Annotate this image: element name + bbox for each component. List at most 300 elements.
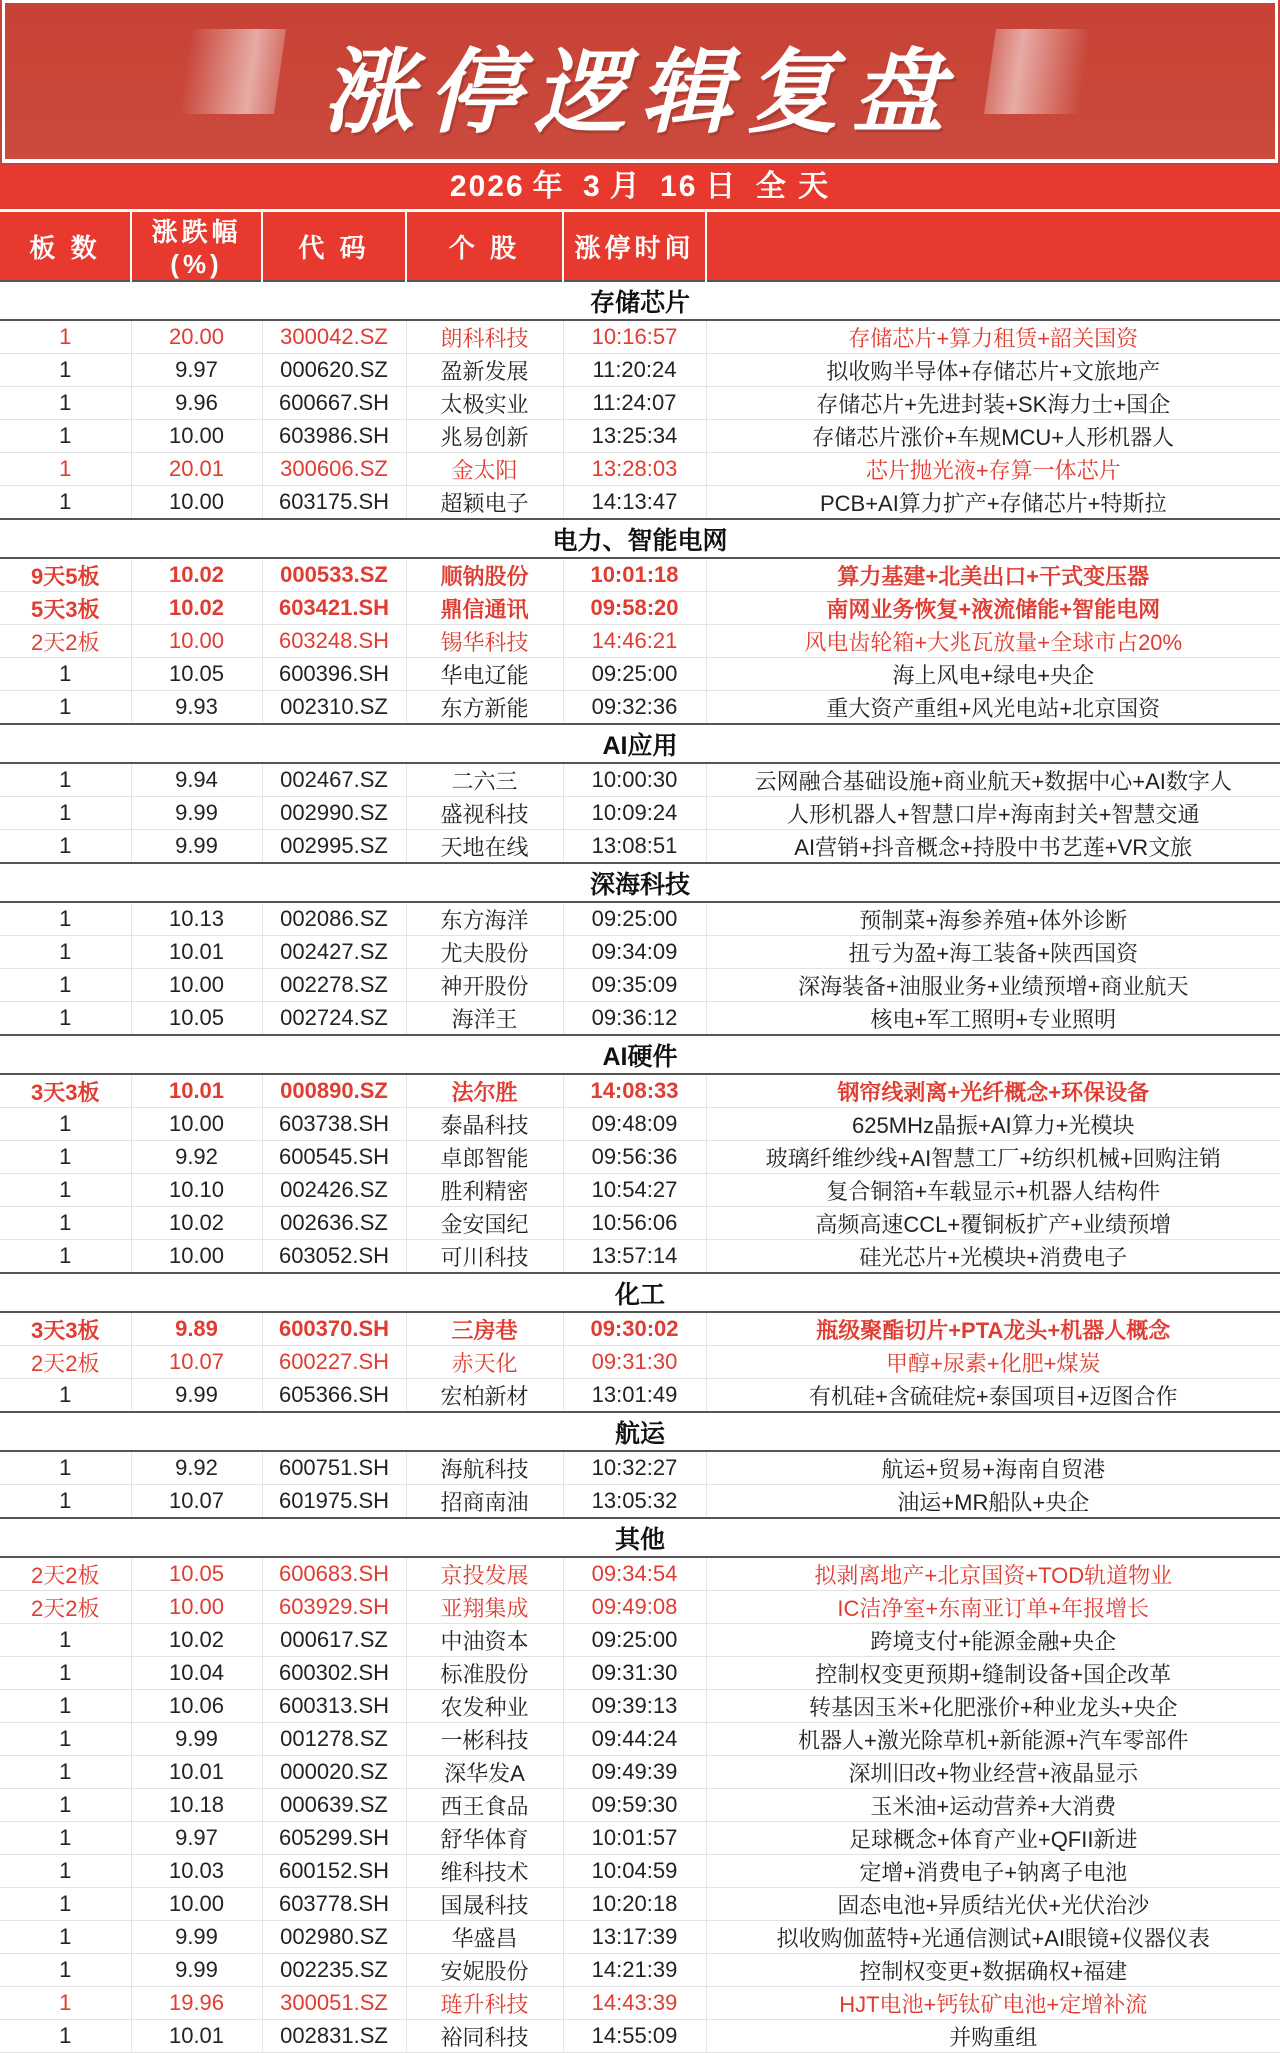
limit-up-time-cell: 09:49:39	[563, 1756, 706, 1789]
concept-cell: 人形机器人+智慧口岸+海南封关+智慧交通	[706, 797, 1280, 830]
limit-up-time-cell: 10:01:18	[563, 558, 706, 592]
stock-code-cell: 000620.SZ	[262, 354, 406, 387]
limit-up-time-cell: 14:08:33	[563, 1074, 706, 1108]
board-count-cell: 1	[0, 1141, 131, 1174]
limit-up-time-cell: 14:46:21	[563, 625, 706, 658]
limit-up-time-cell: 09:31:30	[563, 1346, 706, 1379]
concept-cell: 存储芯片+算力租赁+韶关国资	[706, 320, 1280, 354]
stock-code-cell: 605299.SH	[262, 1822, 406, 1855]
limit-up-time-cell: 09:35:09	[563, 969, 706, 1002]
stock-code-cell: 002831.SZ	[262, 2020, 406, 2053]
change-pct-cell: 9.99	[131, 830, 262, 864]
stock-name-cell: 胜利精密	[406, 1174, 563, 1207]
board-count-cell: 1	[0, 1485, 131, 1519]
stock-name-cell: 招商南油	[406, 1485, 563, 1519]
change-pct-cell: 9.92	[131, 1141, 262, 1174]
stock-code-cell: 000533.SZ	[262, 558, 406, 592]
stock-name-cell: 海航科技	[406, 1451, 563, 1485]
change-pct-cell: 9.99	[131, 1379, 262, 1413]
board-count-cell: 1	[0, 1723, 131, 1756]
change-pct-cell: 9.94	[131, 763, 262, 797]
stock-name-cell: 亚翔集成	[406, 1591, 563, 1624]
board-count-cell: 2天2板	[0, 1591, 131, 1624]
limit-up-time-cell: 10:00:30	[563, 763, 706, 797]
page-title: 涨停逻辑复盘	[321, 42, 958, 144]
change-pct-cell: 9.92	[131, 1451, 262, 1485]
date-period: 全 天	[755, 170, 831, 203]
concept-cell: 海上风电+绿电+央企	[706, 658, 1280, 691]
section-header-row	[0, 1273, 1280, 1312]
date-month-unit: 月	[609, 170, 642, 203]
section-header-row	[0, 519, 1280, 558]
change-pct-cell: 10.02	[131, 592, 262, 625]
change-pct-cell: 10.01	[131, 936, 262, 969]
stock-name-cell: 赤天化	[406, 1346, 563, 1379]
table-row	[0, 1485, 1280, 1519]
stock-name-cell: 宏柏新材	[406, 1379, 563, 1413]
change-pct-cell: 10.01	[131, 2020, 262, 2053]
table-row	[0, 658, 1280, 691]
stock-code-cell: 600751.SH	[262, 1451, 406, 1485]
stock-name-cell: 法尔胜	[406, 1074, 563, 1108]
board-count-cell: 1	[0, 1379, 131, 1413]
table-row	[0, 1174, 1280, 1207]
concept-cell: 预制菜+海参养殖+体外诊断	[706, 902, 1280, 936]
concept-cell: 拟收购伽蓝特+光通信测试+AI眼镜+仪器仪表	[706, 1921, 1280, 1954]
board-count-cell: 1	[0, 1921, 131, 1954]
limit-up-time-cell: 09:25:00	[563, 658, 706, 691]
board-count-cell: 5天3板	[0, 592, 131, 625]
table-row	[0, 420, 1280, 453]
limit-up-time-cell: 10:20:18	[563, 1888, 706, 1921]
stock-code-cell: 603421.SH	[262, 592, 406, 625]
stock-code-cell: 605366.SH	[262, 1379, 406, 1413]
stock-code-cell: 002990.SZ	[262, 797, 406, 830]
concept-cell: 甲醇+尿素+化肥+煤炭	[706, 1346, 1280, 1379]
concept-cell: 核电+军工照明+专业照明	[706, 1002, 1280, 1036]
stock-code-cell: 002310.SZ	[262, 691, 406, 725]
stock-code-cell: 601975.SH	[262, 1485, 406, 1519]
stock-name-cell: 太极实业	[406, 387, 563, 420]
limit-up-time-cell: 09:56:36	[563, 1141, 706, 1174]
date-day-unit: 日	[705, 170, 738, 203]
stock-code-cell: 002235.SZ	[262, 1954, 406, 1987]
change-pct-cell: 20.01	[131, 453, 262, 486]
stock-name-cell: 二六三	[406, 763, 563, 797]
stock-name-cell: 标准股份	[406, 1657, 563, 1690]
limit-up-time-cell: 13:28:03	[563, 453, 706, 486]
table-row	[0, 1624, 1280, 1657]
concept-cell: PCB+AI算力扩产+存储芯片+特斯拉	[706, 486, 1280, 520]
table-row	[0, 1002, 1280, 1036]
table-row	[0, 1855, 1280, 1888]
stock-name-cell: 华电辽能	[406, 658, 563, 691]
concept-cell: 硅光芯片+光模块+消费电子	[706, 1240, 1280, 1274]
table-row	[0, 936, 1280, 969]
header-stock-name: 个 股	[406, 211, 563, 282]
stock-name-cell: 华盛昌	[406, 1921, 563, 1954]
change-pct-cell: 10.05	[131, 658, 262, 691]
concept-cell: 625MHz晶振+AI算力+光模块	[706, 1108, 1280, 1141]
board-count-cell: 1	[0, 1174, 131, 1207]
board-count-cell: 1	[0, 354, 131, 387]
limit-up-time-cell: 09:25:00	[563, 902, 706, 936]
change-pct-cell: 10.05	[131, 1002, 262, 1036]
section-title: 电力、智能电网	[0, 519, 1280, 558]
table-row	[0, 1657, 1280, 1690]
concept-cell: HJT电池+钙钛矿电池+定增补流	[706, 1987, 1280, 2020]
stock-code-cell: 600227.SH	[262, 1346, 406, 1379]
change-pct-cell: 10.02	[131, 1624, 262, 1657]
board-count-cell: 1	[0, 1756, 131, 1789]
table-row	[0, 1557, 1280, 1591]
stock-code-cell: 002086.SZ	[262, 902, 406, 936]
board-count-cell: 1	[0, 830, 131, 864]
limit-up-table	[0, 209, 1280, 2053]
table-row	[0, 1207, 1280, 1240]
limit-up-time-cell: 09:59:30	[563, 1789, 706, 1822]
change-pct-cell: 9.99	[131, 797, 262, 830]
concept-cell: 重大资产重组+风光电站+北京国资	[706, 691, 1280, 725]
change-pct-cell: 9.99	[131, 1921, 262, 1954]
stock-code-cell: 600683.SH	[262, 1557, 406, 1591]
board-count-cell: 3天3板	[0, 1074, 131, 1108]
limit-up-time-cell: 09:34:54	[563, 1557, 706, 1591]
header-change-pct: 涨跌幅(%)	[131, 211, 262, 282]
board-count-cell: 1	[0, 658, 131, 691]
board-count-cell: 1	[0, 936, 131, 969]
change-pct-cell: 9.99	[131, 1723, 262, 1756]
limit-up-time-cell: 14:55:09	[563, 2020, 706, 2053]
concept-cell: 跨境支付+能源金融+央企	[706, 1624, 1280, 1657]
board-count-cell: 1	[0, 453, 131, 486]
table-row	[0, 1240, 1280, 1274]
table-row	[0, 625, 1280, 658]
limit-up-time-cell: 10:04:59	[563, 1855, 706, 1888]
change-pct-cell: 10.07	[131, 1346, 262, 1379]
change-pct-cell: 9.96	[131, 387, 262, 420]
concept-cell: 足球概念+体育产业+QFII新进	[706, 1822, 1280, 1855]
concept-cell: 风电齿轮箱+大兆瓦放量+全球市占20%	[706, 625, 1280, 658]
board-count-cell: 9天5板	[0, 558, 131, 592]
stock-code-cell: 000890.SZ	[262, 1074, 406, 1108]
concept-cell: 深圳旧改+物业经营+液晶显示	[706, 1756, 1280, 1789]
section-title: AI硬件	[0, 1035, 1280, 1074]
stock-name-cell: 顺钠股份	[406, 558, 563, 592]
concept-cell: 钢帘线剥离+光纤概念+环保设备	[706, 1074, 1280, 1108]
header-board-count: 板 数	[0, 211, 131, 282]
stock-name-cell: 卓郎智能	[406, 1141, 563, 1174]
board-count-cell: 1	[0, 1888, 131, 1921]
section-header-row	[0, 1518, 1280, 1557]
stock-name-cell: 超颖电子	[406, 486, 563, 520]
concept-cell: 深海装备+油服业务+业绩预增+商业航天	[706, 969, 1280, 1002]
stock-code-cell: 300606.SZ	[262, 453, 406, 486]
change-pct-cell: 10.03	[131, 1855, 262, 1888]
concept-cell: 有机硅+含硫硅烷+泰国项目+迈图合作	[706, 1379, 1280, 1413]
concept-cell: 芯片抛光液+存算一体芯片	[706, 453, 1280, 486]
stock-name-cell: 兆易创新	[406, 420, 563, 453]
concept-cell: 并购重组	[706, 2020, 1280, 2053]
stock-code-cell: 000639.SZ	[262, 1789, 406, 1822]
stock-code-cell: 600545.SH	[262, 1141, 406, 1174]
board-count-cell: 2天2板	[0, 1346, 131, 1379]
date-row	[0, 163, 1280, 209]
concept-cell: 转基因玉米+化肥涨价+种业龙头+央企	[706, 1690, 1280, 1723]
stock-code-cell: 600152.SH	[262, 1855, 406, 1888]
table-row	[0, 592, 1280, 625]
board-count-cell: 1	[0, 2020, 131, 2053]
stock-name-cell: 朗科科技	[406, 320, 563, 354]
section-title: 深海科技	[0, 863, 1280, 902]
stock-code-cell: 002995.SZ	[262, 830, 406, 864]
board-count-cell: 1	[0, 486, 131, 520]
change-pct-cell: 9.97	[131, 354, 262, 387]
board-count-cell: 1	[0, 1108, 131, 1141]
stock-code-cell: 000020.SZ	[262, 1756, 406, 1789]
stock-code-cell: 600396.SH	[262, 658, 406, 691]
stock-name-cell: 神开股份	[406, 969, 563, 1002]
board-count-cell: 1	[0, 691, 131, 725]
date-month: 3	[583, 170, 602, 203]
stock-name-cell: 泰晶科技	[406, 1108, 563, 1141]
table-row	[0, 691, 1280, 725]
stock-code-cell: 000617.SZ	[262, 1624, 406, 1657]
stock-code-cell: 002980.SZ	[262, 1921, 406, 1954]
table-body	[0, 281, 1280, 2053]
board-count-cell: 1	[0, 320, 131, 354]
concept-cell: 机器人+激光除草机+新能源+汽车零部件	[706, 1723, 1280, 1756]
stock-code-cell: 603738.SH	[262, 1108, 406, 1141]
limit-up-time-cell: 13:05:32	[563, 1485, 706, 1519]
stock-name-cell: 东方海洋	[406, 902, 563, 936]
limit-up-time-cell: 09:30:02	[563, 1312, 706, 1346]
stock-name-cell: 三房巷	[406, 1312, 563, 1346]
table-row	[0, 1888, 1280, 1921]
section-header-row	[0, 281, 1280, 320]
section-title: 存储芯片	[0, 281, 1280, 320]
change-pct-cell: 9.99	[131, 1954, 262, 1987]
concept-cell: 固态电池+异质结光伏+光伏治沙	[706, 1888, 1280, 1921]
board-count-cell: 1	[0, 1690, 131, 1723]
limit-up-time-cell: 10:09:24	[563, 797, 706, 830]
table-row	[0, 486, 1280, 520]
stock-code-cell: 600370.SH	[262, 1312, 406, 1346]
stock-code-cell: 300042.SZ	[262, 320, 406, 354]
concept-cell: 算力基建+北美出口+干式变压器	[706, 558, 1280, 592]
table-row	[0, 1723, 1280, 1756]
section-title: 化工	[0, 1273, 1280, 1312]
header-code: 代 码	[262, 211, 406, 282]
board-count-cell: 1	[0, 1624, 131, 1657]
table-row	[0, 1451, 1280, 1485]
stock-code-cell: 002278.SZ	[262, 969, 406, 1002]
stock-code-cell: 603175.SH	[262, 486, 406, 520]
concept-cell: 存储芯片涨价+车规MCU+人形机器人	[706, 420, 1280, 453]
limit-up-time-cell: 13:08:51	[563, 830, 706, 864]
title-banner	[2, 0, 1278, 163]
table-row	[0, 1346, 1280, 1379]
board-count-cell: 1	[0, 763, 131, 797]
table-row	[0, 1921, 1280, 1954]
stock-name-cell: 可川科技	[406, 1240, 563, 1274]
change-pct-cell: 10.02	[131, 558, 262, 592]
change-pct-cell: 10.13	[131, 902, 262, 936]
limit-up-time-cell: 14:13:47	[563, 486, 706, 520]
change-pct-cell: 10.07	[131, 1485, 262, 1519]
limit-up-time-cell: 13:25:34	[563, 420, 706, 453]
concept-cell: 存储芯片+先进封装+SK海力士+国企	[706, 387, 1280, 420]
date-year-unit: 年	[532, 170, 565, 203]
stock-code-cell: 603778.SH	[262, 1888, 406, 1921]
board-count-cell: 1	[0, 902, 131, 936]
stock-name-cell: 尤夫股份	[406, 936, 563, 969]
change-pct-cell: 10.00	[131, 486, 262, 520]
stock-code-cell: 603052.SH	[262, 1240, 406, 1274]
section-header-row	[0, 1412, 1280, 1451]
stock-name-cell: 中油资本	[406, 1624, 563, 1657]
concept-cell: 定增+消费电子+钠离子电池	[706, 1855, 1280, 1888]
stock-name-cell: 西王食品	[406, 1789, 563, 1822]
board-count-cell: 1	[0, 387, 131, 420]
stock-name-cell: 裕同科技	[406, 2020, 563, 2053]
change-pct-cell: 10.18	[131, 1789, 262, 1822]
stock-code-cell: 603986.SH	[262, 420, 406, 453]
change-pct-cell: 10.00	[131, 969, 262, 1002]
change-pct-cell: 10.04	[131, 1657, 262, 1690]
change-pct-cell: 10.00	[131, 1240, 262, 1274]
stock-code-cell: 300051.SZ	[262, 1987, 406, 2020]
board-count-cell: 2天2板	[0, 1557, 131, 1591]
limit-up-time-cell: 13:57:14	[563, 1240, 706, 1274]
stock-name-cell: 琏升科技	[406, 1987, 563, 2020]
table-row	[0, 387, 1280, 420]
limit-up-time-cell: 09:34:09	[563, 936, 706, 969]
change-pct-cell: 10.06	[131, 1690, 262, 1723]
table-row	[0, 969, 1280, 1002]
limit-up-time-cell: 14:43:39	[563, 1987, 706, 2020]
change-pct-cell: 10.00	[131, 1888, 262, 1921]
board-count-cell: 2天2板	[0, 625, 131, 658]
table-row	[0, 1954, 1280, 1987]
stock-code-cell: 603929.SH	[262, 1591, 406, 1624]
change-pct-cell: 10.10	[131, 1174, 262, 1207]
stock-code-cell: 600302.SH	[262, 1657, 406, 1690]
concept-cell: 瓶级聚酯切片+PTA龙头+机器人概念	[706, 1312, 1280, 1346]
section-title: 航运	[0, 1412, 1280, 1451]
limit-up-time-cell: 13:17:39	[563, 1921, 706, 1954]
board-count-cell: 1	[0, 1822, 131, 1855]
limit-up-time-cell: 10:01:57	[563, 1822, 706, 1855]
concept-cell: 控制权变更预期+缝制设备+国企改革	[706, 1657, 1280, 1690]
concept-cell: 高频高速CCL+覆铜板扩产+业绩预增	[706, 1207, 1280, 1240]
stock-name-cell: 锡华科技	[406, 625, 563, 658]
section-title: AI应用	[0, 724, 1280, 763]
table-row	[0, 1690, 1280, 1723]
limit-up-time-cell: 10:16:57	[563, 320, 706, 354]
stock-name-cell: 盛视科技	[406, 797, 563, 830]
stock-code-cell: 600313.SH	[262, 1690, 406, 1723]
table-row	[0, 1789, 1280, 1822]
limit-up-time-cell: 09:48:09	[563, 1108, 706, 1141]
change-pct-cell: 9.97	[131, 1822, 262, 1855]
table-row	[0, 1074, 1280, 1108]
table-row	[0, 354, 1280, 387]
board-count-cell: 1	[0, 1451, 131, 1485]
table-row	[0, 320, 1280, 354]
limit-up-time-cell: 09:44:24	[563, 1723, 706, 1756]
section-title: 其他	[0, 1518, 1280, 1557]
board-count-cell: 1	[0, 1002, 131, 1036]
limit-up-time-cell: 09:31:30	[563, 1657, 706, 1690]
table-row	[0, 558, 1280, 592]
board-count-cell: 1	[0, 1207, 131, 1240]
concept-cell: 拟剥离地产+北京国资+TOD轨道物业	[706, 1557, 1280, 1591]
board-count-cell: 1	[0, 1855, 131, 1888]
stock-code-cell: 600667.SH	[262, 387, 406, 420]
board-count-cell: 1	[0, 1657, 131, 1690]
concept-cell: IC洁净室+东南亚订单+年报增长	[706, 1591, 1280, 1624]
section-header-row	[0, 1035, 1280, 1074]
stock-code-cell: 603248.SH	[262, 625, 406, 658]
concept-cell: 云网融合基础设施+商业航天+数据中心+AI数字人	[706, 763, 1280, 797]
concept-cell: 油运+MR船队+央企	[706, 1485, 1280, 1519]
limit-up-time-cell: 10:54:27	[563, 1174, 706, 1207]
change-pct-cell: 10.00	[131, 625, 262, 658]
stock-name-cell: 金太阳	[406, 453, 563, 486]
stock-name-cell: 东方新能	[406, 691, 563, 725]
concept-cell: 玉米油+运动营养+大消费	[706, 1789, 1280, 1822]
limit-up-time-cell: 10:56:06	[563, 1207, 706, 1240]
board-count-cell: 1	[0, 1954, 131, 1987]
table-row	[0, 830, 1280, 864]
board-count-cell: 1	[0, 1987, 131, 2020]
stock-name-cell: 天地在线	[406, 830, 563, 864]
concept-cell: 玻璃纤维纱线+AI智慧工厂+纺织机械+回购注销	[706, 1141, 1280, 1174]
change-pct-cell: 10.05	[131, 1557, 262, 1591]
concept-cell: 控制权变更+数据确权+福建	[706, 1954, 1280, 1987]
limit-up-time-cell: 09:58:20	[563, 592, 706, 625]
board-count-cell: 1	[0, 1240, 131, 1274]
change-pct-cell: 10.01	[131, 1756, 262, 1789]
table-row	[0, 1312, 1280, 1346]
change-pct-cell: 20.00	[131, 320, 262, 354]
stock-name-cell: 一彬科技	[406, 1723, 563, 1756]
concept-cell: 南网业务恢复+液流储能+智能电网	[706, 592, 1280, 625]
change-pct-cell: 9.93	[131, 691, 262, 725]
board-count-cell: 3天3板	[0, 1312, 131, 1346]
stock-code-cell: 002724.SZ	[262, 1002, 406, 1036]
stock-name-cell: 鼎信通讯	[406, 592, 563, 625]
concept-cell: 拟收购半导体+存储芯片+文旅地产	[706, 354, 1280, 387]
table-row	[0, 1108, 1280, 1141]
limit-up-time-cell: 11:24:07	[563, 387, 706, 420]
stock-name-cell: 海洋王	[406, 1002, 563, 1036]
stock-code-cell: 002636.SZ	[262, 1207, 406, 1240]
table-row	[0, 1379, 1280, 1413]
stock-name-cell: 安妮股份	[406, 1954, 563, 1987]
section-header-row	[0, 863, 1280, 902]
date-day: 16	[660, 170, 698, 203]
concept-cell: 复合铜箔+车载显示+机器人结构件	[706, 1174, 1280, 1207]
date-year: 2026	[449, 170, 525, 203]
concept-cell: 扭亏为盈+海工装备+陕西国资	[706, 936, 1280, 969]
concept-cell: 航运+贸易+海南自贸港	[706, 1451, 1280, 1485]
board-count-cell: 1	[0, 969, 131, 1002]
board-count-cell: 1	[0, 420, 131, 453]
limit-up-time-cell: 09:36:12	[563, 1002, 706, 1036]
table-row	[0, 2020, 1280, 2053]
